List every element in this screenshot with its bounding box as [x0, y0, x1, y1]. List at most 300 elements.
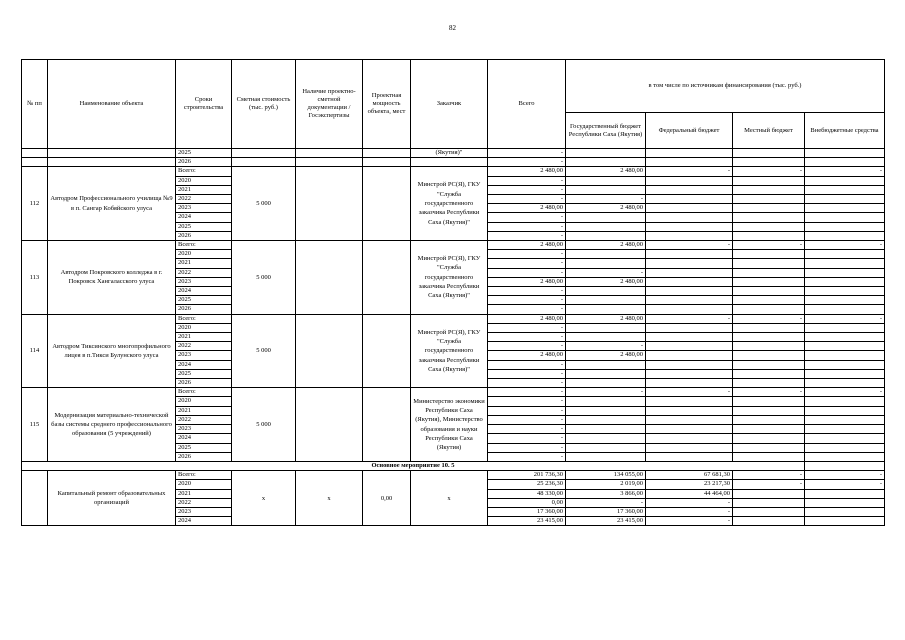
- federal-cell: 23 217,30: [646, 480, 733, 489]
- table-header: [22, 60, 885, 149]
- object-cost: 5 000: [232, 314, 296, 388]
- local-cell: [733, 176, 805, 185]
- state-cell: [566, 231, 646, 240]
- table-row: [22, 149, 885, 158]
- year-cell: 2021: [176, 406, 232, 415]
- object-name: Капитальный ремонт образовательных организаций: [48, 471, 176, 526]
- state-cell: 2 019,00: [566, 480, 646, 489]
- year-cell: Всего:: [176, 471, 232, 480]
- local-cell: -: [733, 388, 805, 397]
- local-cell: [733, 277, 805, 286]
- extra-cell: [805, 268, 885, 277]
- year-cell: 2023: [176, 507, 232, 516]
- year-cell: 2021: [176, 333, 232, 342]
- extra-cell: [805, 333, 885, 342]
- state-cell: [566, 434, 646, 443]
- object-customer: Минстрой РС(Я), ГКУ "Служба государственного заказчика Республики Саха (Якутия)": [411, 241, 488, 315]
- section-title: Основное мероприятие 10. 5: [22, 461, 805, 470]
- extra-cell: [805, 397, 885, 406]
- total-cell: -: [488, 406, 566, 415]
- header-extra-budget: Внебюджетные средства: [805, 113, 885, 149]
- object-psd: [296, 388, 363, 462]
- federal-cell: 67 681,30: [646, 471, 733, 480]
- local-cell: [733, 231, 805, 240]
- customer-cell: (Якутия)": [411, 149, 488, 158]
- year-cell: 2021: [176, 185, 232, 194]
- total-cell: -: [488, 259, 566, 268]
- federal-cell: [646, 323, 733, 332]
- object-customer: Минстрой РС(Я), ГКУ "Служба государственного заказчика Республики Саха (Якутия)": [411, 167, 488, 241]
- total-cell: -: [488, 323, 566, 332]
- year-cell: Всего:: [176, 314, 232, 323]
- local-cell: [733, 305, 805, 314]
- extra-cell: [805, 369, 885, 378]
- header-customer: Заказчик: [411, 60, 488, 149]
- total-cell: 48 330,00: [488, 489, 566, 498]
- page-number: 82: [449, 24, 456, 32]
- total-cell: -: [488, 369, 566, 378]
- table-row: [22, 314, 885, 323]
- total-cell: 25 236,30: [488, 480, 566, 489]
- total-cell: 2 480,00: [488, 204, 566, 213]
- state-cell: [566, 185, 646, 194]
- object-number: 113: [22, 241, 48, 315]
- object-capacity: [363, 241, 411, 315]
- header-capacity: Проектная мощность объекта, мест: [363, 60, 411, 149]
- local-cell: [733, 406, 805, 415]
- total-cell: -: [488, 452, 566, 461]
- local-cell: [733, 443, 805, 452]
- state-cell: 3 866,00: [566, 489, 646, 498]
- year-cell: 2020: [176, 250, 232, 259]
- extra-cell: [805, 213, 885, 222]
- state-cell: [566, 443, 646, 452]
- extra-cell: [805, 250, 885, 259]
- year-cell: 2020: [176, 323, 232, 332]
- year-cell: 2020: [176, 176, 232, 185]
- local-cell: [733, 425, 805, 434]
- year-cell: 2023: [176, 277, 232, 286]
- header-cost: Сметная стоимость (тыс. руб.): [232, 60, 296, 149]
- year-cell: 2025: [176, 149, 232, 158]
- extra-cell: [805, 425, 885, 434]
- total-cell: 2 480,00: [488, 277, 566, 286]
- state-cell: 2 480,00: [566, 167, 646, 176]
- total-cell: -: [488, 333, 566, 342]
- year-cell: 2024: [176, 287, 232, 296]
- year-cell: 2020: [176, 397, 232, 406]
- state-cell: [566, 369, 646, 378]
- federal-cell: [646, 268, 733, 277]
- local-cell: [733, 323, 805, 332]
- federal-cell: [646, 222, 733, 231]
- state-cell: 2 480,00: [566, 351, 646, 360]
- state-cell: 2 480,00: [566, 314, 646, 323]
- header-psd: Наличие проектно-сметной документации /Госэкспертизы: [296, 60, 363, 149]
- header-federal-budget: Федеральный бюджет: [646, 113, 733, 149]
- year-cell: 2022: [176, 415, 232, 424]
- header-state-budget: Государственный бюджет Республики Саха (Якутия): [566, 113, 646, 149]
- extra-cell: [805, 323, 885, 332]
- year-cell: 2022: [176, 342, 232, 351]
- state-cell: [566, 406, 646, 415]
- state-cell: 2 480,00: [566, 277, 646, 286]
- total-cell: -: [488, 268, 566, 277]
- cost-cell: [232, 149, 296, 158]
- state-cell: -: [566, 388, 646, 397]
- state-cell: [566, 397, 646, 406]
- local-cell: [733, 415, 805, 424]
- object-cost: x: [232, 471, 296, 526]
- year-cell: 2021: [176, 489, 232, 498]
- num-cell: [22, 158, 48, 167]
- state-cell: 2 480,00: [566, 204, 646, 213]
- local-cell: -: [733, 471, 805, 480]
- extra-cell: [805, 379, 885, 388]
- total-cell: -: [488, 360, 566, 369]
- extra-cell: [805, 296, 885, 305]
- state-cell: [566, 287, 646, 296]
- federal-cell: [646, 425, 733, 434]
- extra-cell: -: [805, 241, 885, 250]
- total-cell: -: [488, 434, 566, 443]
- year-cell: 2025: [176, 222, 232, 231]
- federal-cell: [646, 158, 733, 167]
- object-customer: Министерство экономики Республики Саха (Якутия), Министерство образования и науки Республики Саха (Якутия): [411, 388, 488, 462]
- local-cell: [733, 158, 805, 167]
- total-cell: 201 736,30: [488, 471, 566, 480]
- extra-cell: [805, 415, 885, 424]
- year-cell: 2024: [176, 517, 232, 526]
- year-cell: 2026: [176, 305, 232, 314]
- total-cell: -: [488, 388, 566, 397]
- extra-cell: -: [805, 167, 885, 176]
- object-psd: [296, 241, 363, 315]
- year-cell: Всего:: [176, 241, 232, 250]
- federal-cell: [646, 231, 733, 240]
- object-number: [22, 471, 48, 526]
- local-cell: [733, 379, 805, 388]
- extra-cell: [805, 517, 885, 526]
- federal-cell: [646, 176, 733, 185]
- table-row: [22, 167, 885, 176]
- federal-cell: [646, 250, 733, 259]
- local-cell: [733, 222, 805, 231]
- state-cell: [566, 296, 646, 305]
- federal-cell: [646, 379, 733, 388]
- local-cell: [733, 287, 805, 296]
- object-psd: [296, 314, 363, 388]
- section-row: [22, 461, 885, 470]
- object-name: Модернизация материально-технической базы системы среднего профессионального образования (5 учреждений): [48, 388, 176, 462]
- total-cell: 0,00: [488, 498, 566, 507]
- total-cell: -: [488, 195, 566, 204]
- federal-cell: [646, 277, 733, 286]
- state-cell: 17 360,00: [566, 507, 646, 516]
- year-cell: 2023: [176, 425, 232, 434]
- name-cell: [48, 158, 176, 167]
- object-name: Автодром Тиксинского многопрофильного лицея в п.Тикси Булунского улуса: [48, 314, 176, 388]
- state-cell: [566, 158, 646, 167]
- object-capacity: [363, 314, 411, 388]
- total-cell: -: [488, 342, 566, 351]
- header-sources: в том числе по источникам финансирования (тыс. руб.): [566, 60, 885, 113]
- local-cell: [733, 489, 805, 498]
- header-terms: Сроки строительства: [176, 60, 232, 149]
- federal-cell: [646, 415, 733, 424]
- local-cell: [733, 498, 805, 507]
- total-cell: -: [488, 231, 566, 240]
- federal-cell: -: [646, 314, 733, 323]
- object-number: 114: [22, 314, 48, 388]
- local-cell: [733, 185, 805, 194]
- state-cell: -: [566, 195, 646, 204]
- total-cell: -: [488, 305, 566, 314]
- state-cell: [566, 360, 646, 369]
- object-psd: [296, 167, 363, 241]
- federal-cell: [646, 351, 733, 360]
- total-cell: -: [488, 379, 566, 388]
- total-cell: -: [488, 149, 566, 158]
- federal-cell: [646, 434, 733, 443]
- federal-cell: -: [646, 517, 733, 526]
- table-body: [22, 149, 885, 526]
- state-cell: [566, 379, 646, 388]
- extra-cell: [805, 452, 885, 461]
- local-cell: [733, 268, 805, 277]
- state-cell: 2 480,00: [566, 241, 646, 250]
- year-cell: 2026: [176, 158, 232, 167]
- local-cell: [733, 397, 805, 406]
- extra-cell: [805, 222, 885, 231]
- table-row: [22, 471, 885, 480]
- year-cell: 2022: [176, 195, 232, 204]
- state-cell: 23 415,00: [566, 517, 646, 526]
- total-cell: 2 480,00: [488, 351, 566, 360]
- state-cell: [566, 452, 646, 461]
- local-cell: [733, 452, 805, 461]
- year-cell: 2024: [176, 360, 232, 369]
- cost-cell: [232, 158, 296, 167]
- federal-cell: [646, 305, 733, 314]
- local-cell: [733, 434, 805, 443]
- state-cell: [566, 222, 646, 231]
- table-row: [22, 241, 885, 250]
- local-cell: [733, 342, 805, 351]
- state-cell: [566, 250, 646, 259]
- total-cell: 2 480,00: [488, 167, 566, 176]
- federal-cell: [646, 213, 733, 222]
- object-capacity: [363, 167, 411, 241]
- year-cell: 2025: [176, 443, 232, 452]
- extra-cell: [805, 195, 885, 204]
- extra-cell: [805, 498, 885, 507]
- extra-cell: [805, 434, 885, 443]
- federal-cell: [646, 195, 733, 204]
- object-capacity: 0,00: [363, 471, 411, 526]
- state-cell: [566, 176, 646, 185]
- extra-cell: [805, 443, 885, 452]
- psd-cell: [296, 158, 363, 167]
- local-cell: [733, 369, 805, 378]
- year-cell: 2024: [176, 434, 232, 443]
- object-cost: 5 000: [232, 388, 296, 462]
- state-cell: [566, 213, 646, 222]
- year-cell: 2025: [176, 296, 232, 305]
- name-cell: [48, 149, 176, 158]
- total-cell: -: [488, 443, 566, 452]
- header-local-budget: Местный бюджет: [733, 113, 805, 149]
- state-cell: [566, 149, 646, 158]
- year-cell: 2026: [176, 231, 232, 240]
- federal-cell: -: [646, 507, 733, 516]
- total-cell: -: [488, 397, 566, 406]
- extra-cell: [805, 149, 885, 158]
- federal-cell: -: [646, 498, 733, 507]
- capacity-cell: [363, 158, 411, 167]
- total-cell: 17 360,00: [488, 507, 566, 516]
- object-customer: x: [411, 471, 488, 526]
- extra-cell: [805, 406, 885, 415]
- federal-cell: [646, 287, 733, 296]
- total-cell: -: [488, 425, 566, 434]
- total-cell: -: [488, 415, 566, 424]
- total-cell: -: [488, 222, 566, 231]
- total-cell: 2 480,00: [488, 314, 566, 323]
- extra-cell: [805, 342, 885, 351]
- local-cell: [733, 259, 805, 268]
- total-cell: -: [488, 296, 566, 305]
- state-cell: -: [566, 498, 646, 507]
- extra-cell: [805, 259, 885, 268]
- extra-cell: [805, 507, 885, 516]
- state-cell: [566, 415, 646, 424]
- year-cell: 2020: [176, 480, 232, 489]
- federal-cell: -: [646, 167, 733, 176]
- federal-cell: [646, 185, 733, 194]
- federal-cell: [646, 369, 733, 378]
- extra-cell: -: [805, 388, 885, 397]
- local-cell: [733, 351, 805, 360]
- federal-cell: [646, 342, 733, 351]
- federal-cell: [646, 452, 733, 461]
- total-cell: -: [488, 287, 566, 296]
- local-cell: [733, 204, 805, 213]
- local-cell: -: [733, 167, 805, 176]
- extra-cell: [805, 204, 885, 213]
- extra-cell: -: [805, 314, 885, 323]
- total-cell: 2 480,00: [488, 241, 566, 250]
- object-cost: 5 000: [232, 167, 296, 241]
- state-cell: -: [566, 342, 646, 351]
- total-cell: -: [488, 185, 566, 194]
- year-cell: 2023: [176, 351, 232, 360]
- local-cell: [733, 507, 805, 516]
- total-cell: 23 415,00: [488, 517, 566, 526]
- extra-cell: -: [805, 471, 885, 480]
- object-cost: 5 000: [232, 241, 296, 315]
- state-cell: -: [566, 268, 646, 277]
- extra-cell: [805, 231, 885, 240]
- capacity-cell: [363, 149, 411, 158]
- year-cell: 2021: [176, 259, 232, 268]
- federal-cell: 44 464,00: [646, 489, 733, 498]
- object-name: Автодром Профессионального училища №9 в п. Сангар Кобяйского улуса: [48, 167, 176, 241]
- object-psd: x: [296, 471, 363, 526]
- extra-cell: [805, 185, 885, 194]
- extra-cell: [805, 489, 885, 498]
- state-cell: [566, 305, 646, 314]
- federal-cell: [646, 149, 733, 158]
- num-cell: [22, 149, 48, 158]
- local-cell: [733, 333, 805, 342]
- total-cell: -: [488, 176, 566, 185]
- year-cell: 2024: [176, 213, 232, 222]
- year-cell: 2023: [176, 204, 232, 213]
- year-cell: 2026: [176, 379, 232, 388]
- section-tail: [805, 461, 885, 470]
- total-cell: -: [488, 158, 566, 167]
- extra-cell: [805, 305, 885, 314]
- federal-cell: [646, 333, 733, 342]
- object-name: Автодром Покровского колледжа в г. Покровск Хангаласского улуса: [48, 241, 176, 315]
- federal-cell: [646, 406, 733, 415]
- state-cell: 134 055,00: [566, 471, 646, 480]
- local-cell: [733, 360, 805, 369]
- table-row: [22, 158, 885, 167]
- federal-cell: [646, 259, 733, 268]
- total-cell: -: [488, 213, 566, 222]
- federal-cell: [646, 204, 733, 213]
- state-cell: [566, 323, 646, 332]
- local-cell: [733, 213, 805, 222]
- extra-cell: [805, 277, 885, 286]
- extra-cell: -: [805, 480, 885, 489]
- local-cell: [733, 517, 805, 526]
- local-cell: [733, 250, 805, 259]
- federal-cell: [646, 443, 733, 452]
- header-num: № пп: [22, 60, 48, 149]
- table-row: [22, 388, 885, 397]
- state-cell: [566, 259, 646, 268]
- financing-table: [21, 59, 885, 526]
- federal-cell: [646, 397, 733, 406]
- local-cell: -: [733, 241, 805, 250]
- psd-cell: [296, 149, 363, 158]
- object-number: 112: [22, 167, 48, 241]
- local-cell: -: [733, 314, 805, 323]
- year-cell: Всего:: [176, 167, 232, 176]
- year-cell: 2022: [176, 498, 232, 507]
- extra-cell: [805, 351, 885, 360]
- federal-cell: -: [646, 241, 733, 250]
- extra-cell: [805, 360, 885, 369]
- state-cell: [566, 333, 646, 342]
- year-cell: 2022: [176, 268, 232, 277]
- federal-cell: [646, 360, 733, 369]
- extra-cell: [805, 176, 885, 185]
- header-total: Всего: [488, 60, 566, 149]
- federal-cell: [646, 296, 733, 305]
- federal-cell: -: [646, 388, 733, 397]
- year-cell: Всего:: [176, 388, 232, 397]
- state-cell: [566, 425, 646, 434]
- object-number: 115: [22, 388, 48, 462]
- object-customer: Минстрой РС(Я), ГКУ "Служба государственного заказчика Республики Саха (Якутия)": [411, 314, 488, 388]
- extra-cell: [805, 287, 885, 296]
- customer-cell: [411, 158, 488, 167]
- local-cell: [733, 296, 805, 305]
